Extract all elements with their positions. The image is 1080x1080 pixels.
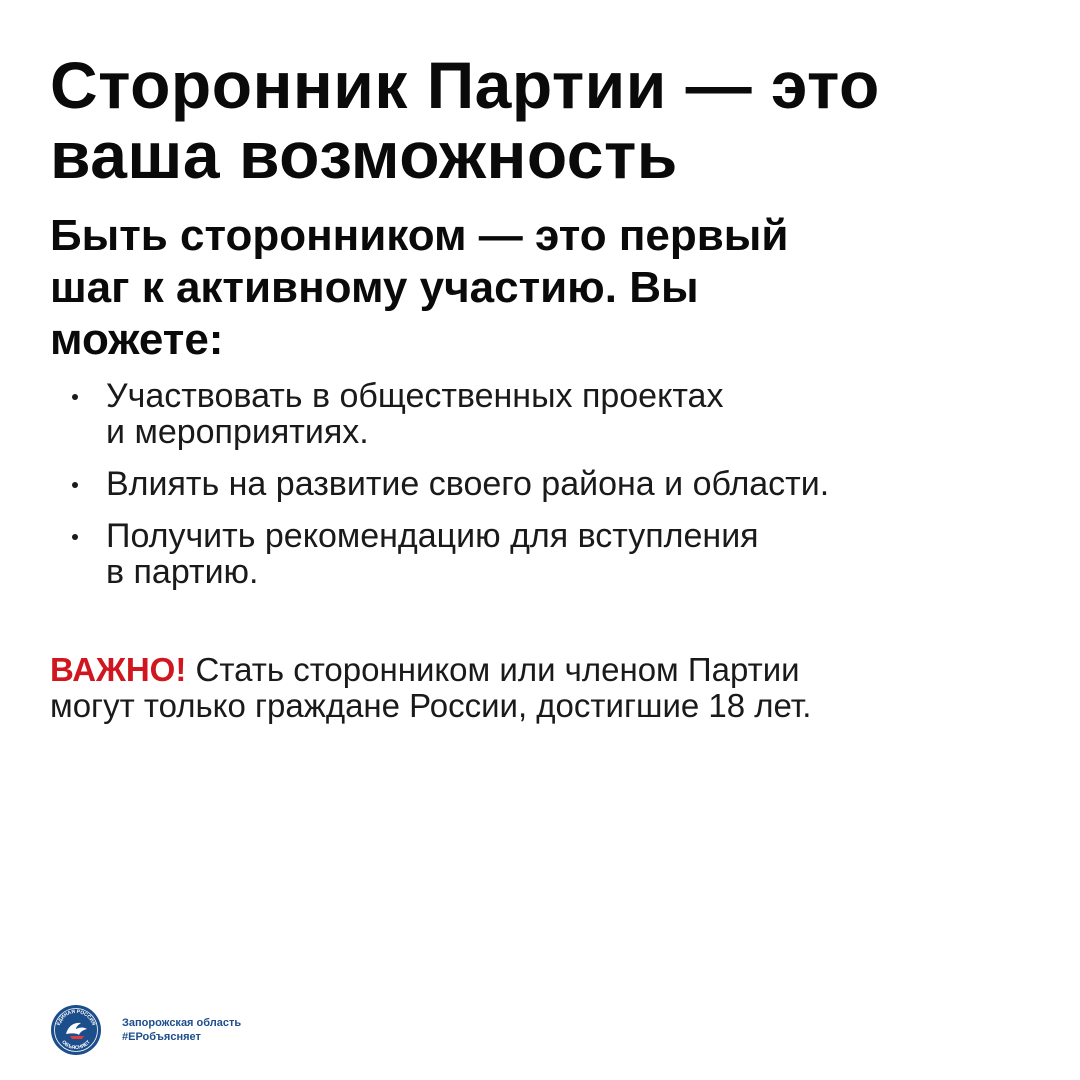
subtitle-line: можете: <box>50 315 224 364</box>
page-title <box>50 50 1030 190</box>
subtitle <box>50 210 990 366</box>
hashtag-label: #ЕРобъясняет <box>122 1031 201 1043</box>
list-item <box>68 466 1028 502</box>
list-item-text: Влиять на развитие своего района и области. <box>106 465 830 503</box>
region-label: Запорожская область <box>122 1017 242 1029</box>
bullet-dot-icon <box>72 394 78 400</box>
logo-text-bottom: ОБЪЯСНЯЕТ <box>60 1039 92 1052</box>
footer <box>50 1004 241 1056</box>
list-item-text: в партию. <box>106 553 259 591</box>
bullet-dot-icon <box>72 482 78 488</box>
important-line <box>50 652 1040 688</box>
subtitle-line: шаг к активному участию. Вы <box>50 263 699 312</box>
list-item <box>68 378 1028 450</box>
footer-text <box>122 1016 241 1044</box>
party-logo-icon <box>50 1004 102 1056</box>
important-label: ВАЖНО! <box>50 651 187 688</box>
list-item-text: Получить рекомендацию для вступления <box>106 517 759 555</box>
list-item-text: и мероприятиях. <box>106 413 369 451</box>
list-item-text: Участвовать в общественных проектах <box>106 377 724 415</box>
title-line: ваша возможность <box>50 118 678 192</box>
bullet-dot-icon <box>72 534 78 540</box>
important-text: Стать сторонником или членом Партии <box>186 651 800 688</box>
important-note <box>50 652 1040 724</box>
list-item <box>68 518 1028 590</box>
logo-text-top: ЕДИНАЯ РОССИЯ <box>55 1008 97 1027</box>
subtitle-line: Быть сторонником — это первый <box>50 211 789 260</box>
important-text: могут только граждане России, достигшие 18 лет. <box>50 687 812 724</box>
benefits-list <box>68 378 1028 606</box>
title-line: Сторонник Партии — это <box>50 48 880 122</box>
